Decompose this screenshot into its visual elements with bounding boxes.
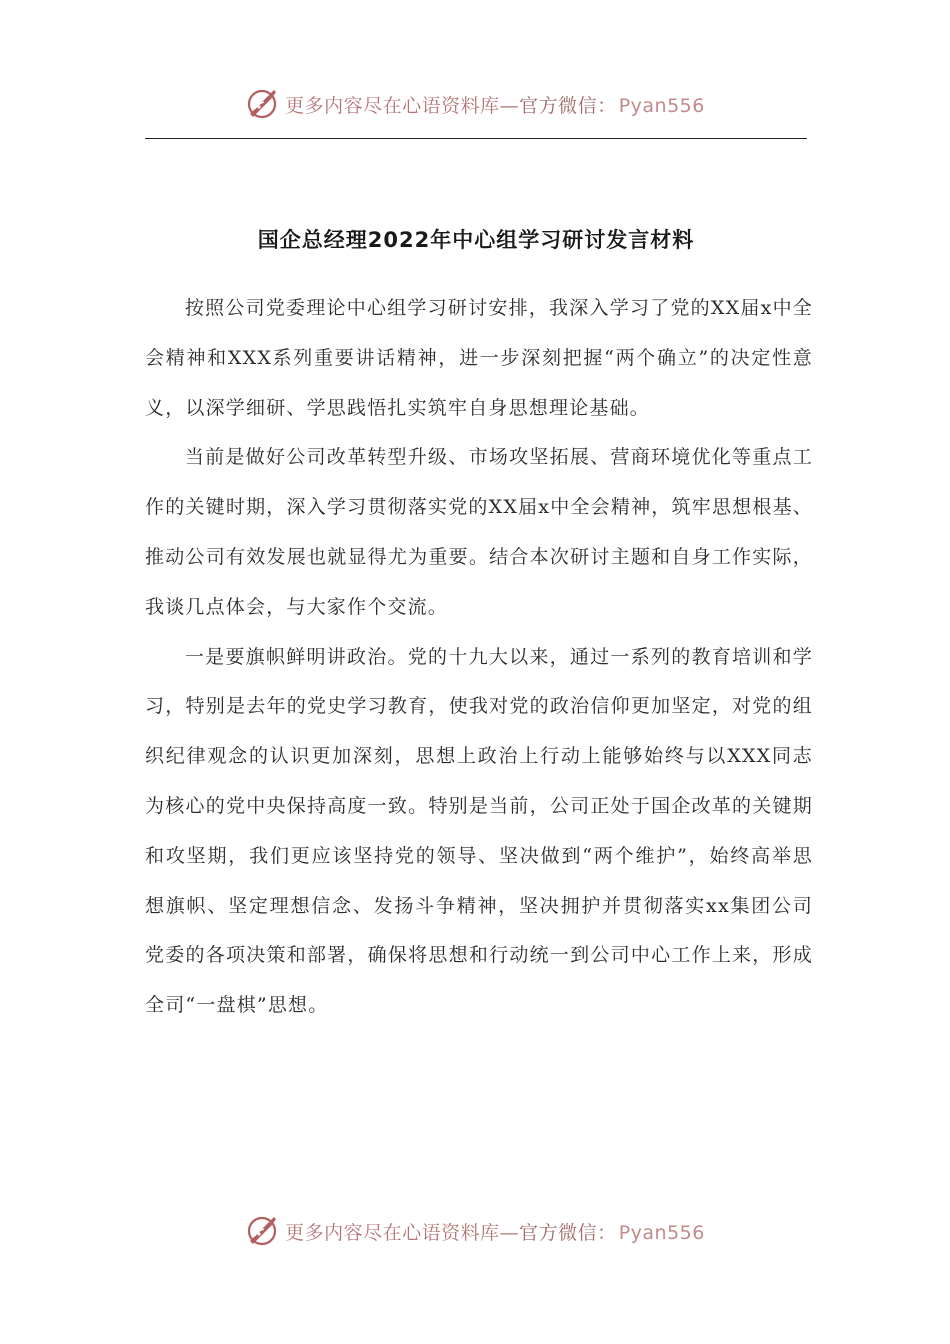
body-paragraph-1: 按照公司党委理论中心组学习研讨安排，我深入学习了党的XX届x中全会精神和XXX系列重要讲话精神，进一步深刻把握“两个确立”的决定性意义，以深学细研、学思践悟扎实筑牢自身思想理论基础。 [145, 297, 813, 419]
header-wechat-label: 官方微信： [519, 94, 617, 117]
header-divider [145, 138, 807, 139]
footer-dash: — [499, 1221, 520, 1244]
pen-logo-icon [245, 1214, 279, 1248]
document-title: 国企总经理2022年中心组学习研讨发言材料 [257, 228, 695, 252]
header-brand-text: 更多内容尽在心语资料库 [285, 94, 500, 117]
pen-logo-icon [245, 87, 279, 121]
footer-banner-text [285, 1218, 705, 1245]
body-paragraph-2: 当前是做好公司改革转型升级、市场攻坚拓展、营商环境优化等重点工作的关键时期，深入学习贯彻落实党的XX届x中全会精神，筑牢思想根基、推动公司有效发展也就显得尤为重要。结合本次研讨主题和自身工作实际，我谈几点体会，与大家作个交流。 [145, 446, 813, 618]
footer-banner-content [245, 1214, 705, 1248]
body-paragraph-3: 一是要旗帜鲜明讲政治。党的十九大以来，通过一系列的教育培训和学习，特别是去年的党史学习教育，使我对党的政治信仰更加坚定，对党的组织纪律观念的认识更加深刻，思想上政治上行动上能够始终与以XXX同志为核心的党中央保持高度一致。特别是当前，公司正处于国企改革的关键期和攻坚期，我们更应该坚持党的领导、坚决做到“两个维护”，始终高举思想旗帜、坚定理想信念、发扬斗争精神，坚决拥护并贯彻落实xx集团公司党委的各项决策和部署，确保将思想和行动统一到公司中心工作上来，形成全司“一盘棋”思想。 [145, 645, 813, 1017]
document-body [145, 284, 813, 1031]
header-dash: — [499, 94, 520, 117]
footer-banner [0, 1211, 950, 1251]
footer-wechat-id: Pyan556 [618, 1221, 705, 1244]
header-banner [0, 84, 950, 124]
header-banner-content [245, 87, 705, 121]
footer-brand-text: 更多内容尽在心语资料库 [285, 1221, 500, 1244]
header-wechat-id: Pyan556 [618, 94, 705, 117]
header-banner-text [285, 91, 705, 118]
footer-wechat-label: 官方微信： [519, 1221, 617, 1244]
